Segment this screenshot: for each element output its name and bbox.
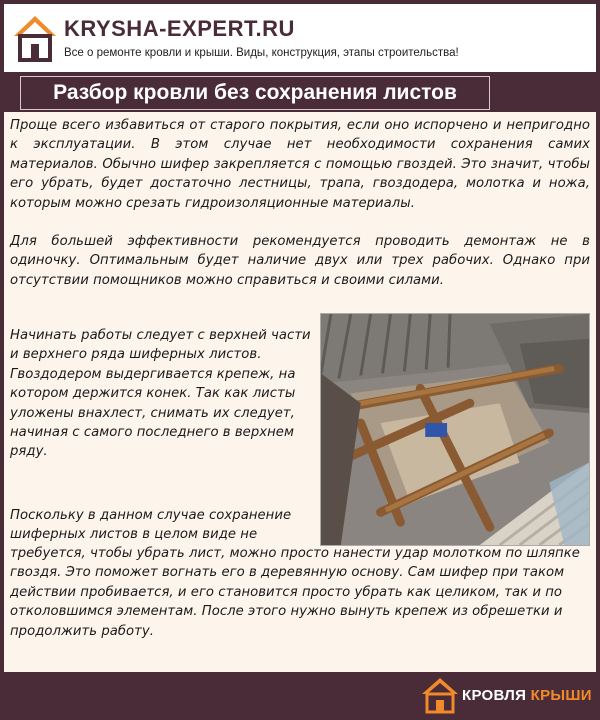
footer-brand-part1: КРОВЛЯ (462, 687, 531, 704)
footer-brand-part2: КРЫШИ (530, 687, 592, 704)
footer-brand[interactable] (462, 687, 592, 704)
paragraph-workers: Для большей эффективности рекомендуется проводить демонтаж не в одиночку. Оптимальным будет наличие двух или трех рабочих. Однако при отсутствии помощников можно справиться и своими силами. (10, 234, 590, 288)
site-name[interactable]: KRYSHA-EXPERT.RU (64, 16, 295, 41)
article-body (4, 112, 596, 672)
title-banner (20, 76, 490, 110)
paragraph-intro: Проще всего избавиться от старого покрытия, если оно испорчено и непригодно к эксплуатации. В этом случае нет необходимости сохранения самих материалов. Обычно шифер закрепляется с помощью гвоздей. Это значит, чтобы его убрать, будет достаточно лестницы, трапа, гвоздодера, молотка и ножа, которым можно срезать гидроизоляционные материалы. (10, 118, 590, 211)
site-header (4, 4, 596, 72)
paragraph-hammer-start: Поскольку в данном случае сохранение шиферных листов в целом виде не (10, 508, 292, 543)
footer-house-roof-icon (420, 676, 460, 714)
page-title: Разбор кровли без сохранения листов (53, 81, 457, 104)
house-roof-icon (12, 14, 58, 62)
site-tagline: Все о ремонте кровли и крыши. Виды, конструкция, этапы строительства! (64, 47, 459, 59)
roof-demolition-photo (320, 313, 590, 546)
paragraph-hammer-end: требуется, чтобы убрать лист, можно просто нанести удар молотком по шляпке гвоздя. Это поможет вогнать его в деревянную основу. Сам шифер при таком действии пробивается, и его становится просто убрать как целиком, так и по отколовшимся элементам. После этого нужно вынуть крепеж из обрешетки и продолжить работу. (10, 546, 580, 639)
paragraph-start: Начинать работы следует с верхней части и верхнего ряда шиферных листов. Гвоздодером выдергивается крепеж, на котором держится конек. Так как листы уложены внахлест, снимать их следует, начиная с самого последнего в верхнем ряду. (10, 328, 311, 460)
